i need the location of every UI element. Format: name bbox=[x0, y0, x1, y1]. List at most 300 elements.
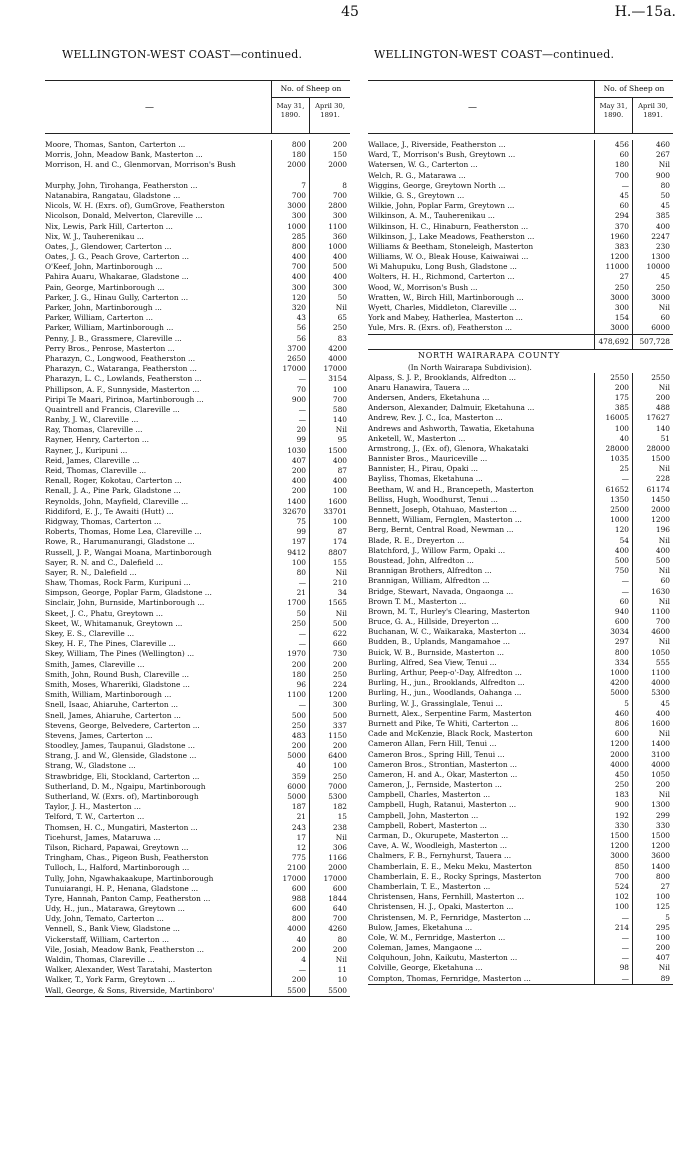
table-row bbox=[368, 232, 673, 242]
april-1891-value: 555 bbox=[655, 657, 670, 667]
may-1890-value: 1970 bbox=[287, 649, 306, 659]
owner-name: Compton, Thomas, Fernridge, Masterton ... bbox=[368, 973, 531, 983]
april-1891-value: 2800 bbox=[328, 201, 347, 211]
april-1891-value: 100 bbox=[332, 384, 347, 394]
april-1891-value: 200 bbox=[332, 944, 347, 954]
owner-name: Nicolson, Donald, Melverton, Clareville ... bbox=[45, 211, 203, 221]
table-row bbox=[45, 741, 350, 751]
table-row bbox=[45, 874, 350, 884]
may-1890-value: 483 bbox=[291, 730, 306, 740]
april-1891-value: 210 bbox=[332, 578, 347, 588]
owner-name: Oates, J. G., Peach Grove, Carterton ... bbox=[45, 252, 189, 262]
may-1890-value: 370 bbox=[614, 221, 629, 231]
owner-name: Ridgway, Thomas, Carterton ... bbox=[45, 516, 162, 526]
april-1891-value: 1100 bbox=[651, 668, 670, 677]
april-1891-value: 3100 bbox=[651, 749, 670, 759]
total-row bbox=[368, 335, 673, 350]
april-1891-value: 50 bbox=[337, 292, 347, 302]
april-1891-value: Nil bbox=[335, 567, 347, 577]
april-1891-value: 200 bbox=[655, 943, 670, 953]
table-row bbox=[368, 729, 673, 739]
table-row bbox=[45, 843, 350, 853]
april-1891-value: Nil bbox=[335, 955, 347, 965]
owner-name: Carman, D., Okurupete, Masterton ... bbox=[368, 831, 509, 840]
april-1891-value: 295 bbox=[655, 922, 670, 932]
may-1890-value: 60 bbox=[619, 596, 629, 606]
owner-name: Snell, Isaac, Ahiaruhe, Carterton ... bbox=[45, 700, 179, 710]
may-1890-value: 4 bbox=[301, 955, 306, 965]
table-row bbox=[45, 598, 350, 608]
april-1891-value: 200 bbox=[655, 392, 670, 402]
april-1891-value: Nil bbox=[335, 832, 347, 842]
april-1891-value: 306 bbox=[332, 842, 347, 852]
april-1891-value: 8807 bbox=[328, 547, 347, 557]
owner-name: Smith, William, Martinborough ... bbox=[45, 690, 172, 700]
april-1891-value: 500 bbox=[332, 262, 347, 272]
owner-name: Cameron Bros., Strontian, Masterton ... bbox=[368, 759, 517, 769]
name-header: — bbox=[145, 103, 154, 113]
table-row bbox=[368, 424, 673, 434]
table-row bbox=[368, 323, 673, 333]
april-1891-value: 250 bbox=[332, 323, 347, 333]
table-row bbox=[45, 548, 350, 558]
owner-name: Christensen, H. J., Opaki, Masterton ... bbox=[368, 902, 514, 912]
may-1890-value: 250 bbox=[614, 282, 629, 292]
may-1890-value: 800 bbox=[291, 241, 306, 251]
table-row bbox=[368, 283, 673, 293]
april-1891-value: 400 bbox=[332, 272, 347, 282]
may-1890-value: 21 bbox=[296, 588, 306, 598]
table-row bbox=[368, 576, 673, 586]
may-1890-value: 3034 bbox=[610, 627, 629, 637]
april-1891-value: 230 bbox=[655, 241, 670, 251]
may-1890-value: 800 bbox=[291, 140, 306, 149]
may-1890-value: 56 bbox=[296, 323, 306, 333]
april-1891-value: Nil bbox=[658, 729, 670, 739]
table-row bbox=[368, 242, 673, 252]
owner-name: Wilkinson, A. M., Tauherenikau ... bbox=[368, 211, 495, 221]
april-1891-value: 1300 bbox=[651, 800, 670, 810]
april-1891-value: 400 bbox=[332, 455, 347, 465]
owner-name: Walker, T., York Farm, Greytown ... bbox=[45, 975, 176, 985]
owner-name: Simpson, George, Poplar Farm, Gladstone ... bbox=[45, 588, 212, 598]
may-1890-value: 500 bbox=[291, 710, 306, 720]
may-1890-value: 300 bbox=[291, 211, 306, 221]
april-1891-value: 4000 bbox=[651, 678, 670, 688]
owner-name: Chamberlain, E. E., Meku Meku, Masterton bbox=[368, 861, 532, 871]
may-1890-value: 12 bbox=[296, 842, 306, 852]
table-row bbox=[368, 617, 673, 627]
april-1891-value: 80 bbox=[337, 934, 347, 944]
table-row bbox=[45, 415, 350, 425]
table-row bbox=[45, 772, 350, 782]
april-1891-value: 83 bbox=[337, 333, 347, 343]
owner-name: Ranby, J. W., Clareville ... bbox=[45, 415, 139, 425]
owner-name: Nicols, W. H. (Exrs. of), GumGrove, Featherston bbox=[45, 201, 225, 211]
april-1891-value: 11 bbox=[337, 965, 347, 975]
may-1890-value: 154 bbox=[614, 313, 629, 323]
owner-name: Parker, William, Martinborough ... bbox=[45, 323, 174, 333]
april-1891-value: 1200 bbox=[651, 841, 670, 851]
table-row bbox=[45, 140, 350, 150]
may-1890-value: 17000 bbox=[282, 364, 306, 374]
table-row bbox=[368, 536, 673, 546]
owner-name: Chalmers, F. B., Fernyhurst, Tauera ... bbox=[368, 851, 512, 861]
table-row bbox=[45, 802, 350, 812]
may-1890-value: 5000 bbox=[287, 751, 306, 761]
may-1890-value: 524 bbox=[614, 881, 629, 891]
april-1891-value: Nil bbox=[658, 303, 670, 312]
april-1891-value: 400 bbox=[332, 252, 347, 262]
may-1890-value: 300 bbox=[614, 303, 629, 312]
may-1890-header: May 31, 1890. bbox=[271, 98, 309, 133]
may-1890-value: 330 bbox=[614, 820, 629, 830]
table-row bbox=[368, 760, 673, 770]
owner-name: Yule, Mrs. R. (Exrs. of), Featherston ... bbox=[368, 323, 513, 333]
table-row bbox=[45, 272, 350, 282]
owner-name: Stevens, George, Belvedere, Carterton ... bbox=[45, 720, 200, 730]
april-1891-value: 2000 bbox=[328, 160, 347, 170]
april-1891-value: Nil bbox=[658, 566, 670, 576]
april-1891-header: April 30, 1891. bbox=[632, 98, 673, 133]
owner-name: Renall, J. A., Pine Park, Gladstone ... bbox=[45, 486, 181, 496]
may-1890-value: 407 bbox=[291, 455, 306, 465]
owner-name: Watersen, W. G., Carterton ... bbox=[368, 160, 478, 170]
may-1890-value: 3000 bbox=[610, 851, 629, 861]
name-header: — bbox=[468, 103, 477, 113]
may-1890-value: 32670 bbox=[282, 506, 306, 516]
may-1890-value: 200 bbox=[291, 975, 306, 985]
owner-name: Burnett and Pike, Te Whiti, Carterton ... bbox=[368, 718, 519, 728]
april-1891-value: 61174 bbox=[646, 484, 670, 494]
may-1890-value: 20 bbox=[296, 425, 306, 435]
table-row bbox=[368, 688, 673, 698]
table-row bbox=[368, 403, 673, 413]
may-1890-value: — bbox=[621, 180, 629, 190]
april-1891-value: 400 bbox=[655, 708, 670, 718]
owner-name: Wolters, H. H., Richmond, Carterton ... bbox=[368, 272, 515, 282]
may-1890-value: 800 bbox=[614, 647, 629, 657]
april-1891-value: 488 bbox=[655, 403, 670, 413]
table-row bbox=[368, 953, 673, 963]
table-row bbox=[368, 607, 673, 617]
may-1890-value: 21 bbox=[296, 812, 306, 822]
april-1891-value: 1200 bbox=[651, 515, 670, 525]
may-1890-value: 1350 bbox=[610, 494, 629, 504]
owner-name: Snell, James, Ahiaruhe, Carterton ... bbox=[45, 710, 181, 720]
table-row bbox=[368, 546, 673, 556]
table-row bbox=[368, 627, 673, 637]
total-may-1890: 478,692 bbox=[598, 336, 629, 346]
april-1891-value: 580 bbox=[332, 404, 347, 414]
may-1890-value: 2100 bbox=[287, 863, 306, 873]
may-1890-value: 27 bbox=[619, 272, 629, 282]
table-row bbox=[368, 171, 673, 181]
april-1891-value: Nil bbox=[658, 464, 670, 474]
table-row bbox=[368, 811, 673, 821]
may-1890-value: 1500 bbox=[610, 831, 629, 840]
table-row bbox=[368, 211, 673, 221]
owner-name: Waldin, Thomas, Clareville ... bbox=[45, 955, 155, 965]
owner-name: Ticehurst, James, Mataruwa ... bbox=[45, 832, 161, 842]
owner-name: Bennett, Joseph, Otahuao, Masterton ... bbox=[368, 505, 517, 514]
table-row bbox=[368, 862, 673, 872]
table-row bbox=[368, 709, 673, 719]
may-1890-value: 1200 bbox=[610, 252, 629, 262]
table-row bbox=[368, 831, 673, 841]
may-1890-value: 250 bbox=[291, 720, 306, 730]
april-1891-value: Nil bbox=[658, 535, 670, 545]
may-1890-value: 988 bbox=[291, 893, 306, 903]
owner-name: Wi Mahupuku, Long Bush, Gladstone ... bbox=[368, 262, 517, 272]
may-1890-value: 1200 bbox=[610, 739, 629, 749]
table-row bbox=[45, 191, 350, 201]
may-1890-value: 200 bbox=[291, 486, 306, 496]
owner-name: Skey, E. S., Clareville ... bbox=[45, 629, 135, 639]
table-row bbox=[368, 739, 673, 749]
table-row bbox=[45, 904, 350, 914]
left-column-title: WELLINGTON-WEST COAST—continued. bbox=[62, 48, 303, 61]
table-row bbox=[45, 751, 350, 761]
owner-name: Smith, James, Clareville ... bbox=[45, 659, 145, 669]
april-1891-value: 400 bbox=[655, 221, 670, 231]
table-row bbox=[45, 323, 350, 333]
owner-name: Pharazyn, C., Wataranga, Featherston ... bbox=[45, 364, 197, 374]
may-1890-value: 54 bbox=[619, 535, 629, 545]
table-row bbox=[368, 566, 673, 576]
owner-name: Wood, W., Morrison's Bush ... bbox=[368, 282, 478, 292]
may-1890-value: 400 bbox=[291, 252, 306, 262]
april-1891-value: 640 bbox=[332, 904, 347, 914]
table-row bbox=[45, 364, 350, 374]
owner-name: Parker, William, Carterton ... bbox=[45, 313, 153, 323]
may-1890-value: 40 bbox=[619, 433, 629, 443]
may-1890-value: — bbox=[621, 586, 629, 596]
may-1890-value: 359 bbox=[291, 771, 306, 781]
may-1890-value: 600 bbox=[291, 883, 306, 893]
may-1890-value: 1960 bbox=[610, 231, 629, 241]
may-1890-value: 460 bbox=[614, 708, 629, 718]
owner-name: Riddiford, E. J., Te Awaiti (Hutt) ... bbox=[45, 506, 174, 516]
april-1891-value: 299 bbox=[655, 810, 670, 820]
table-row bbox=[45, 945, 350, 955]
owner-name: Buick, W. B., Burnside, Masterton ... bbox=[368, 647, 505, 657]
owner-name: Vennell, S., Bank View, Gladstone ... bbox=[45, 924, 180, 934]
table-row bbox=[45, 568, 350, 578]
april-1891-value: 45 bbox=[660, 698, 670, 708]
may-1890-value: 16005 bbox=[605, 413, 629, 423]
table-row bbox=[45, 680, 350, 690]
owner-name: Roberts, Thomas, Home Lea, Clareville ... bbox=[45, 527, 202, 537]
may-1890-value: 2000 bbox=[610, 749, 629, 759]
april-1891-value: 155 bbox=[332, 557, 347, 567]
owner-name: Phillipson, A. F., Sunnyside, Masterton ... bbox=[45, 384, 200, 394]
april-1891-value: 1050 bbox=[651, 769, 670, 779]
owner-name: Colville, George, Eketahuna ... bbox=[368, 963, 483, 973]
table-row bbox=[368, 181, 673, 191]
may-1890-value: 750 bbox=[614, 566, 629, 576]
may-1890-value: 5000 bbox=[287, 792, 306, 802]
owner-name: Sinclair, John, Burnside, Martinborough ... bbox=[45, 598, 205, 608]
april-1891-value: 1600 bbox=[651, 718, 670, 728]
may-1890-value: 25 bbox=[619, 464, 629, 474]
april-1891-value: 10000 bbox=[646, 262, 670, 272]
may-1890-value: 300 bbox=[291, 282, 306, 292]
may-1890-value: 197 bbox=[291, 537, 306, 547]
may-1890-value: — bbox=[298, 404, 306, 414]
may-1890-value: 70 bbox=[296, 384, 306, 394]
owner-name: Wilkie, John, Poplar Farm, Greytown ... bbox=[368, 201, 515, 211]
table-row bbox=[368, 413, 673, 423]
april-1891-value: 460 bbox=[655, 140, 670, 149]
may-1890-value: 5000 bbox=[610, 688, 629, 698]
owner-name: Stevens, James, Carterton ... bbox=[45, 730, 153, 740]
table-row bbox=[45, 313, 350, 323]
table-row bbox=[368, 943, 673, 953]
table-row bbox=[45, 660, 350, 670]
april-1891-value: Nil bbox=[335, 608, 347, 618]
owner-name: Campbell, John, Masterton ... bbox=[368, 810, 479, 820]
table-row bbox=[45, 761, 350, 771]
owner-name: O'Keef, John, Martinborough ... bbox=[45, 262, 163, 272]
table-row bbox=[368, 464, 673, 474]
owner-name: Quaintrell and Francis, Clareville ... bbox=[45, 404, 180, 414]
owner-name: Tully, John, Ngawhakaakupe, Martinborough bbox=[45, 873, 214, 883]
may-1890-value: 700 bbox=[614, 871, 629, 881]
april-1891-value: 4600 bbox=[651, 627, 670, 637]
april-1891-value: 700 bbox=[332, 394, 347, 404]
owner-name: Tyre, Hannah, Panton Camp, Featherston ... bbox=[45, 893, 211, 903]
table-row bbox=[45, 629, 350, 639]
may-1890-value: 100 bbox=[291, 557, 306, 567]
may-1890-value: — bbox=[621, 973, 629, 983]
table-row bbox=[45, 252, 350, 262]
owner-name: Telford, T. W., Carterton ... bbox=[45, 812, 145, 822]
table-row bbox=[368, 933, 673, 943]
table-row bbox=[45, 466, 350, 476]
may-1890-value: 4000 bbox=[287, 924, 306, 934]
table-row bbox=[45, 578, 350, 588]
table-row bbox=[368, 160, 673, 170]
may-1890-value: 775 bbox=[291, 853, 306, 863]
may-1890-value: 294 bbox=[614, 211, 629, 221]
owner-name: Oates, J., Glendower, Carterton ... bbox=[45, 241, 172, 251]
table-row bbox=[45, 181, 350, 191]
may-1890-value: 700 bbox=[614, 170, 629, 180]
owner-name: Welch, R. G., Matarawa ... bbox=[368, 170, 466, 180]
april-1891-value: 660 bbox=[332, 639, 347, 649]
april-1891-value: 125 bbox=[655, 902, 670, 912]
may-1890-value: 600 bbox=[614, 617, 629, 627]
may-1890-value: 80 bbox=[296, 567, 306, 577]
april-1891-value: 5500 bbox=[328, 985, 347, 995]
may-1890-value: 99 bbox=[296, 527, 306, 537]
may-1890-value: 250 bbox=[614, 780, 629, 790]
may-1890-value: 56 bbox=[296, 333, 306, 343]
table-row bbox=[368, 913, 673, 923]
april-1891-value: 4260 bbox=[328, 924, 347, 934]
april-1891-value: 1100 bbox=[651, 606, 670, 616]
owner-name: Reynolds, John, Mayfield, Clareville ... bbox=[45, 496, 189, 506]
owner-name: Christensen, Hans, Fernhill, Masterton ... bbox=[368, 892, 525, 902]
table-row bbox=[368, 699, 673, 709]
table-row bbox=[45, 853, 350, 863]
owner-name: Brown, M. T., Hurley's Clearing, Masterton bbox=[368, 606, 530, 616]
april-1891-value: 3000 bbox=[651, 292, 670, 302]
may-1890-value: 1000 bbox=[610, 515, 629, 525]
table-row bbox=[368, 313, 673, 323]
april-1891-value: 1500 bbox=[651, 831, 670, 840]
may-1890-value: 2650 bbox=[287, 353, 306, 363]
owner-name: Sutherland, D. M., Ngaipu, Martinborough bbox=[45, 781, 206, 791]
april-1891-value: 4200 bbox=[328, 343, 347, 353]
owner-name: Reid, James, Clareville ... bbox=[45, 455, 140, 465]
owner-name: Burling, W. J., Grassinglale, Tenui ... bbox=[368, 698, 503, 708]
owner-name: Berg, Bernt, Central Road, Newman ... bbox=[368, 525, 514, 535]
owner-name: Pharazyn, C., Longwood, Featherston ... bbox=[45, 353, 196, 363]
owner-name: Sayer, R. N. and C., Dalefield ... bbox=[45, 557, 163, 567]
may-1890-value: 60 bbox=[619, 201, 629, 211]
table-row bbox=[368, 140, 673, 150]
table-row bbox=[368, 851, 673, 861]
may-1890-value: 11000 bbox=[605, 262, 629, 272]
april-1891-value: 300 bbox=[332, 211, 347, 221]
april-1891-value: 1050 bbox=[651, 647, 670, 657]
may-1890-value: 50 bbox=[296, 608, 306, 618]
owner-name: Wratten, W., Birch Hill, Martinborough ... bbox=[368, 292, 524, 302]
april-1891-value: Nil bbox=[658, 963, 670, 973]
owner-name: Blatchford, J., Willow Farm, Opaki ... bbox=[368, 545, 506, 555]
april-1891-value: 300 bbox=[332, 282, 347, 292]
april-1891-value: 5300 bbox=[651, 688, 670, 698]
table-row bbox=[368, 485, 673, 495]
april-1891-value: 700 bbox=[332, 914, 347, 924]
owner-name: Bannister, H., Pirau, Opaki ... bbox=[368, 464, 478, 474]
april-1891-value: 87 bbox=[337, 466, 347, 476]
april-1891-value: 15 bbox=[337, 812, 347, 822]
owner-name: Brown T. M., Masterton ... bbox=[368, 596, 467, 606]
owner-name: Strang, W., Gladstone ... bbox=[45, 761, 136, 771]
table-row bbox=[45, 446, 350, 456]
april-1891-value: 4000 bbox=[651, 759, 670, 769]
april-1891-value: 33701 bbox=[323, 506, 347, 516]
owner-name: Tulloch, L., Halford, Martinborough ... bbox=[45, 863, 190, 873]
owner-name: Natanabira, Rangatau, Gladstone ... bbox=[45, 190, 181, 200]
owner-name: Skey, William, The Pines (Wellington) ... bbox=[45, 649, 195, 659]
may-1890-value: 400 bbox=[614, 545, 629, 555]
april-1891-value: 89 bbox=[660, 973, 670, 983]
may-1890-value: 98 bbox=[619, 963, 629, 973]
owner-name: Stoodley, James, Taupanui, Gladstone ... bbox=[45, 741, 195, 751]
april-1891-value: Nil bbox=[335, 425, 347, 435]
table-row bbox=[45, 955, 350, 965]
table-row bbox=[368, 505, 673, 515]
owner-name: Bennett, William, Fernglen, Masterton ... bbox=[368, 515, 522, 525]
april-1891-value: 3154 bbox=[328, 374, 347, 384]
may-1890-value: 200 bbox=[291, 659, 306, 669]
table-row bbox=[368, 150, 673, 160]
owner-name: Penny, J. B., Grassmere, Clareville ... bbox=[45, 333, 182, 343]
april-1891-value: 200 bbox=[332, 659, 347, 669]
april-1891-value: 8 bbox=[342, 180, 347, 190]
table-row bbox=[45, 527, 350, 537]
april-1891-value: 87 bbox=[337, 527, 347, 537]
table-row bbox=[45, 201, 350, 211]
table-row bbox=[368, 648, 673, 658]
table-row bbox=[45, 262, 350, 272]
owner-name: Nix, Lewis, Park Hill, Carterton ... bbox=[45, 221, 173, 231]
table-row bbox=[368, 303, 673, 313]
